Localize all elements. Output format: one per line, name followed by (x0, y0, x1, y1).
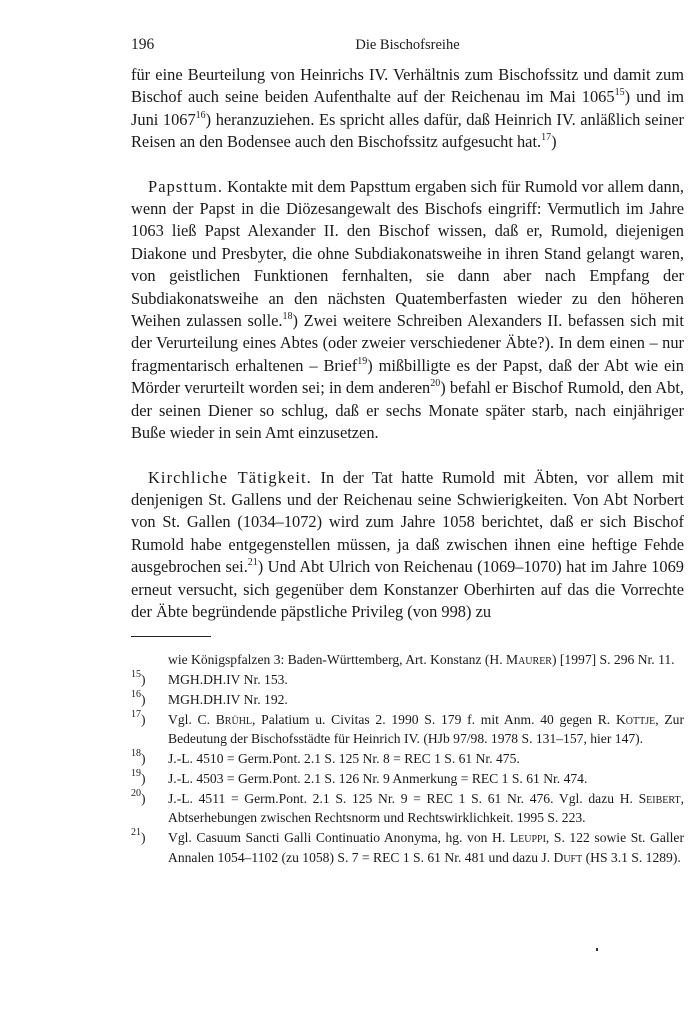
footnote-separator (131, 636, 211, 637)
footnote-ref-21: 21 (247, 557, 258, 569)
text-run: ) und im Juni 1067 (131, 87, 684, 129)
text-run: J.-L. 4511 = Germ.Pont. 2.1 S. 125 Nr. 9 = REC 1 S. 61 Nr. 476. Vgl. dazu H. (168, 791, 639, 807)
footnote-text: MGH.DH.IV Nr. 153. (168, 672, 288, 687)
footnote-21 (131, 828, 684, 866)
footnote-number: $^{18}$) (131, 748, 146, 767)
text-run: In der Tat hatte Rumold mit Äbten, vor allem mit denjenigen St. Gallens und der Reichenau seine Schwierigkeiten. Von Abt Norbert von St. Gallen (1034–1072) wird zum Jahre 1058 berichtet, daß er sich Bischof Rumold habe entgegenstellen müssen, ja daß zwischen ihnen eine heftige Fehde ausgebrochen sei. (131, 467, 684, 577)
footnote-number-value: 18 (131, 748, 141, 760)
footnote-17 (131, 710, 684, 748)
text-run: ) [1997] S. 296 Nr. 11. (551, 652, 675, 667)
section-heading-kirchliche-taetigkeit: Kirchliche Tätigkeit. (148, 467, 312, 487)
text-run: , Abtserhebungen zwischen Rechtsnorm und Rechtswirklichkeit. 1995 S. 223. (168, 791, 684, 826)
footnote-ref-20: 20 (430, 378, 441, 390)
author-name: Duft (553, 849, 583, 865)
text-run: , Zur Bedeutung der Bischofsstädte für Heinrich IV. (HJb 97/98. 1978 S. 131–157, hier 147). (168, 712, 684, 747)
author-name: Leuppi (509, 830, 546, 846)
text-run: ) heranzuziehen. Es spricht alles dafür, daß Heinrich IV. anläßlich seiner Reisen an den Bodensee auch den Bischofssitz aufgesucht hat. (131, 109, 685, 152)
text-run: , Palatium u. Civitas 2. 1990 S. 179 f. mit Anm. 40 gegen R. (252, 712, 616, 727)
footnote-ref-15: 15 (614, 87, 625, 99)
footnote-text: J.-L. 4510 = Germ.Pont. 2.1 S. 125 Nr. 8 = REC 1 S. 61 Nr. 475. (168, 751, 520, 767)
text-run: ) befahl er Bischof Rumold, den Abt, der seinen Diener so schlug, daß er sechs Monate später starb, nach einjähriger Buße wieder in sein Amt einzusetzen. (131, 378, 684, 443)
text-run: ) mißbilligte es der Papst, daß der Abt wie ein Mörder verurteilt worden sei; in dem anderen (131, 355, 685, 398)
footnote-number: $^{20}$) (131, 788, 146, 807)
footnote-number-value: 19 (131, 768, 141, 780)
paragraph-papsttum (131, 176, 684, 445)
paragraph-kirchliche-taetigkeit (131, 467, 684, 624)
page-header (131, 36, 684, 56)
footnote-text: MGH.DH.IV Nr. 192. (168, 692, 288, 707)
text-run: für eine Beurteilung von Heinrichs IV. Verhältnis zum Bischofssitz und damit zum Bischof auch seine beiden Aufenthalte auf der Reichenau im Mai 1065 (131, 65, 684, 107)
print-speck (596, 948, 598, 951)
text-run: Vgl. Casuum Sancti Galli Continuatio Anonyma, hg. von H. (168, 830, 510, 846)
text-run: ) Zwei weitere Schreiben Alexanders II. befassen sich mit der Verurteilung eines Abtes (oder zweier verschiedener Äbte?). In dem einen – nur fragmentarisch erhaltenen – Brief (131, 311, 684, 375)
footnote-text: J.-L. 4503 = Germ.Pont. 2.1 S. 126 Nr. 9 Anmerkung = REC 1 S. 61 Nr. 474. (168, 771, 588, 787)
footnote-number: $^{19}$) (131, 768, 146, 787)
footnote-16 (131, 690, 684, 709)
paragraph-gap (131, 154, 684, 176)
text-run: Vgl. C. (168, 712, 216, 727)
author-name: Brühl (215, 712, 253, 727)
footnote-18 (131, 749, 684, 768)
author-name: Kottje (615, 712, 656, 727)
footnote-number: $^{21}$) (131, 827, 146, 846)
footnote-15 (131, 670, 684, 689)
text-run: ) Und Abt Ulrich von Reichenau (1069–1070) hat im Jahre 1069 erneut versucht, sich gegenüber dem Konstanzer Oberhirten auf das die Vorrechte der Äbte begründende päpstliche Privileg (von 998) zu (131, 557, 684, 621)
footnote-number: $^{16}$) (131, 689, 146, 707)
page-number: 196 (131, 36, 155, 53)
footnote-number: $^{17}$) (131, 709, 146, 727)
footnote-ref-18: 18 (282, 311, 293, 323)
text-run: Kontakte mit dem Papsttum ergaben sich für Rumold vor allem dann, wenn der Papst in die Diözesangewalt des Bischofs eingriff: Vermutlich im Jahre 1063 ließ Papst Alexander II. den Bischof wissen, daß er, Rumold, diejenigen Diakone und Presbyter, die ohne Subdiakonatsweihe in ihren Stand gelangt waren, von geistlichen Funktionen fernhalten, sie dann aber nach Empfang der Subdiakonatsweihe an den nächsten Quatemberfasten wieder zu den höheren Weihen zulassen solle. (131, 176, 684, 331)
footnote-number-value: 15 (131, 669, 141, 680)
footnote-ref-17: 17 (541, 132, 552, 144)
footnote-number-value: 21 (131, 827, 141, 839)
author-name: Seibert (638, 791, 681, 807)
footnote-continuation (131, 650, 684, 669)
footnote-20 (131, 789, 684, 827)
footnote-ref-19: 19 (357, 355, 368, 367)
text-run: ) (551, 132, 557, 152)
text-run: (HS 3.1 S. 1289). (582, 849, 681, 865)
footnote-number-value: 20 (131, 788, 141, 800)
footnotes (131, 650, 684, 868)
footnote-number: $^{15}$) (131, 669, 146, 687)
text-run: , S. 122 sowie St. Galler Annalen 1054–1102 (zu 1058) S. 7 = REC 1 S. 61 Nr. 481 und dazu J. (168, 830, 684, 865)
footnote-number-value: 17 (131, 709, 141, 720)
paragraph-heinrich (131, 64, 684, 154)
section-heading-papsttum: Papsttum. (148, 176, 224, 196)
main-text (131, 64, 684, 623)
paragraph-gap (131, 445, 684, 467)
footnote-number-value: 16 (131, 689, 141, 700)
footnote-19 (131, 769, 684, 788)
running-title: Die Bischofsreihe (355, 37, 460, 53)
author-name: Maurer (506, 652, 552, 667)
text-run: wie Königspfalzen 3: Baden-Württemberg, Art. Konstanz (H. (168, 652, 506, 667)
footnote-ref-16: 16 (195, 109, 206, 121)
